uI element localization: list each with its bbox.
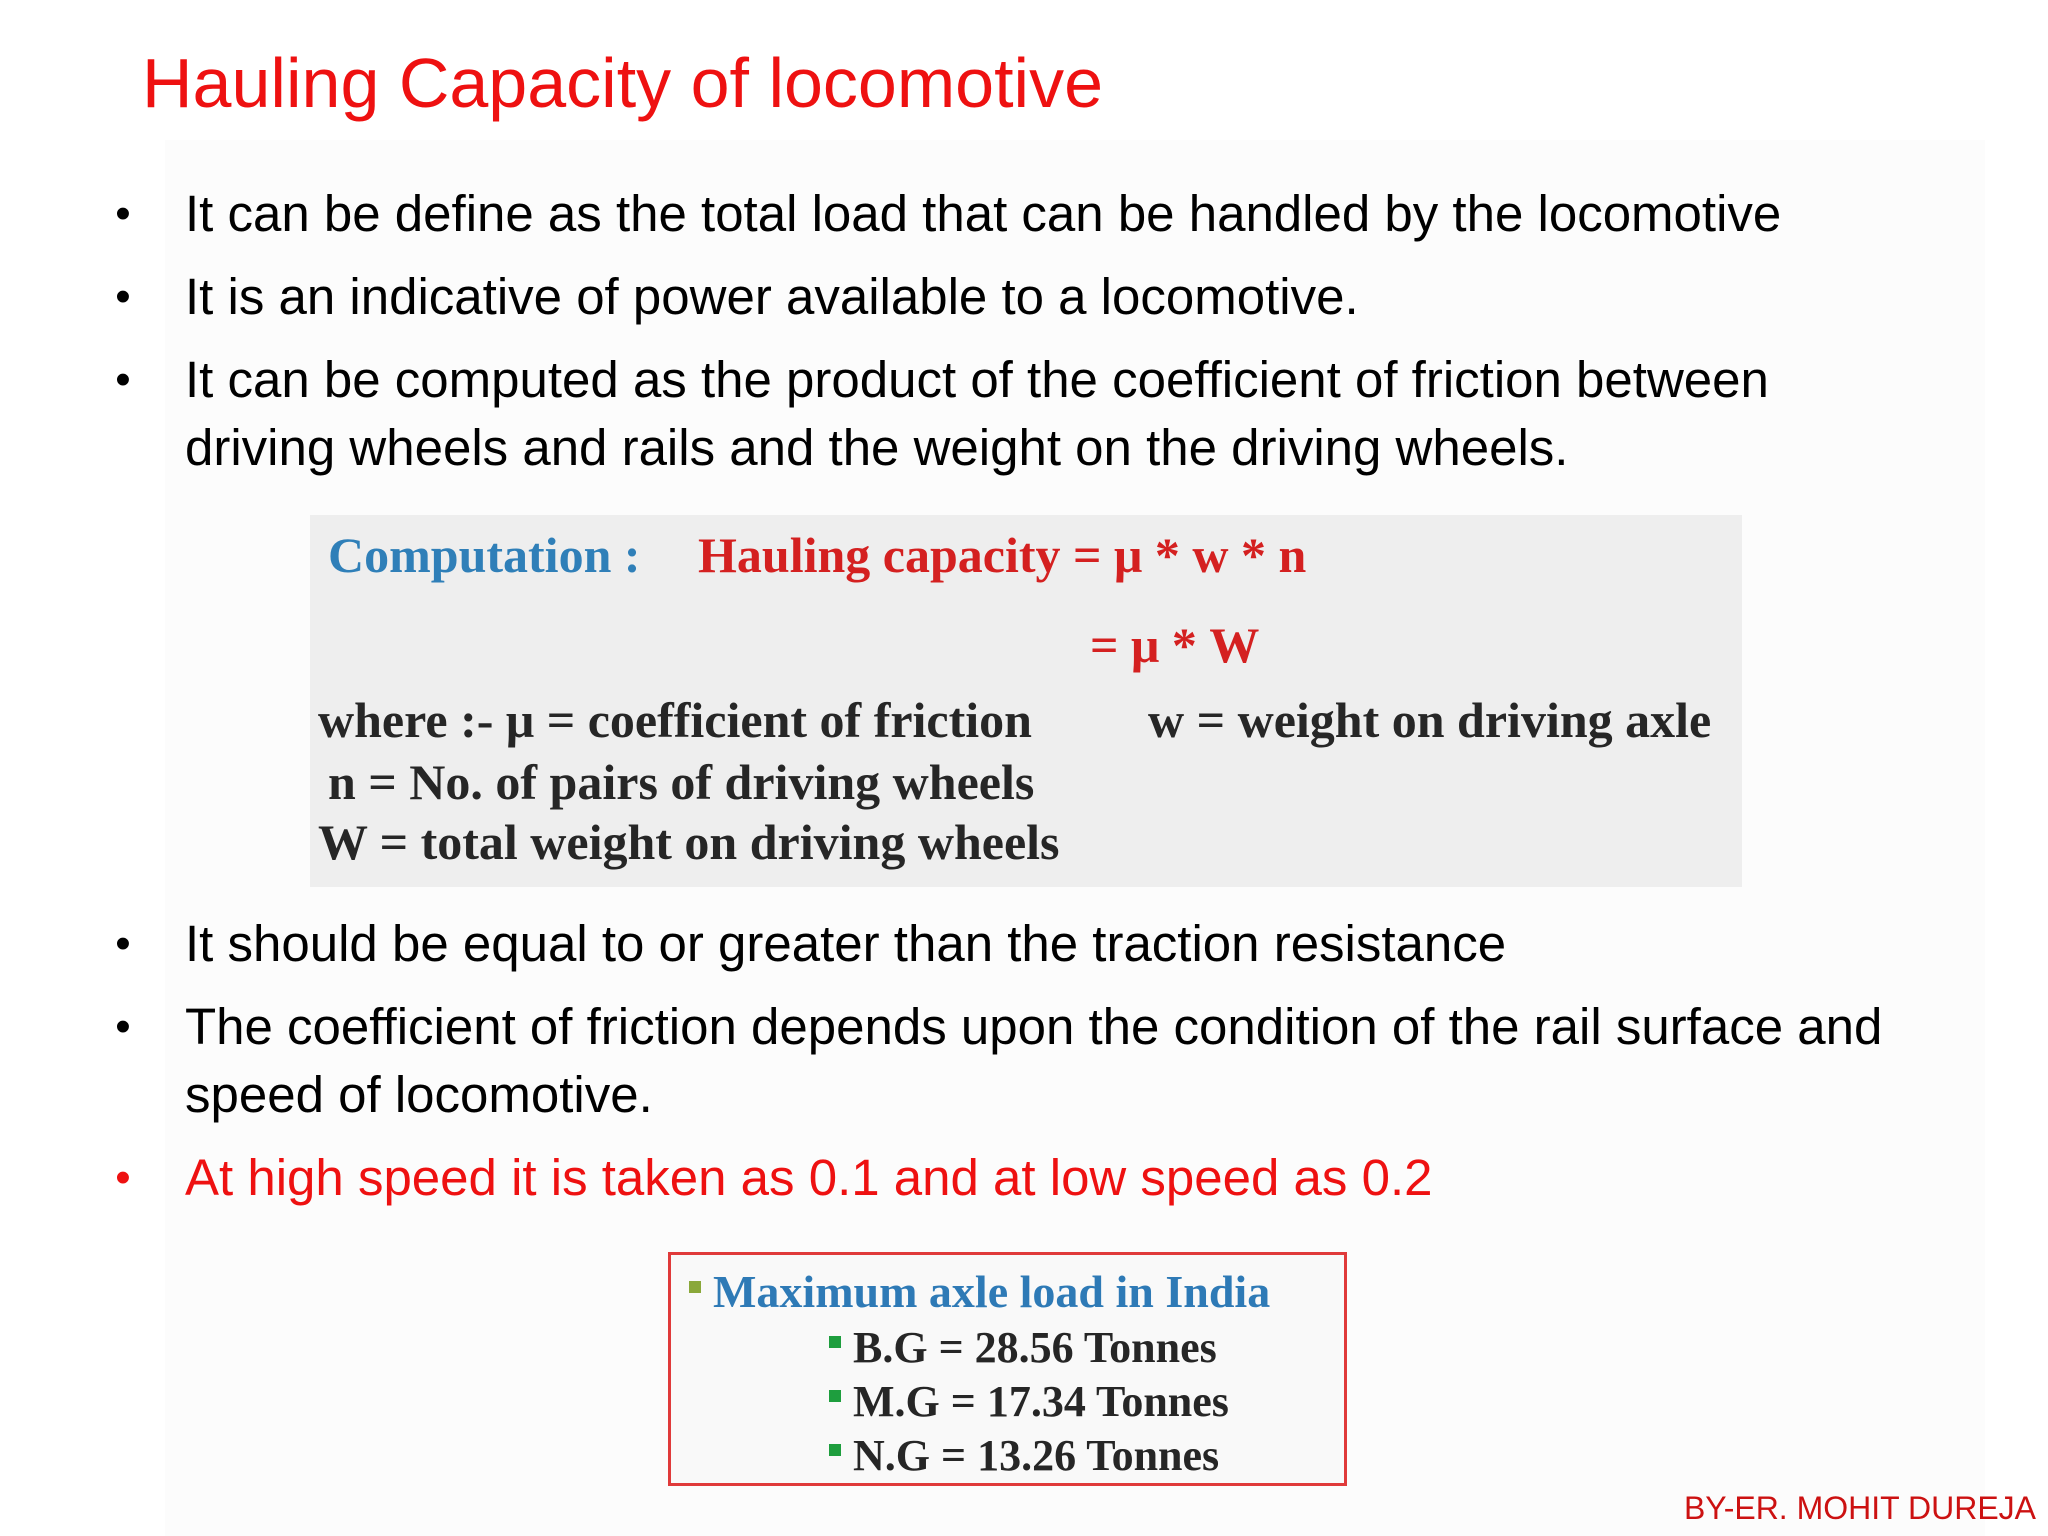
axle-load-item [829, 1375, 1229, 1429]
square-bullet-icon [829, 1390, 841, 1402]
bullet-dot-icon: • [115, 1002, 131, 1051]
bullet-text: The coefficient of friction depends upon the condition of the rail surface and speed of locomotive. [185, 998, 1883, 1123]
author-credit: BY-ER. MOHIT DUREJA [1683, 1490, 2036, 1526]
W-definition: W = total weight on driving wheels [318, 814, 1060, 870]
computation-label: Computation : [328, 527, 641, 583]
bullet-dot-icon: • [115, 355, 131, 404]
axle-load-heading-text: Maximum axle load in India [713, 1266, 1271, 1317]
bullet-text: It should be equal to or greater than the traction resistance [185, 915, 1507, 972]
bullet-item [108, 263, 1888, 331]
axle-load-heading [689, 1265, 1270, 1319]
hauling-capacity-formula-simplified: = μ * W [1090, 617, 1260, 673]
bullet-text: At high speed it is taken as 0.1 and at low speed as 0.2 [185, 1149, 1433, 1206]
axle-load-item [829, 1321, 1217, 1375]
bullet-dot-icon: • [115, 1153, 131, 1202]
square-bullet-icon [829, 1444, 841, 1456]
bullet-dot-icon: • [115, 189, 131, 238]
bullet-dot-icon: • [115, 919, 131, 968]
computation-box [310, 515, 1742, 887]
hauling-capacity-formula: Hauling capacity = μ * w * n [698, 527, 1307, 583]
bullet-item [108, 910, 1888, 978]
bullet-text: It can be computed as the product of the coefficient of friction between driving wheels and rails and the weight on the driving wheels. [185, 351, 1769, 476]
bullet-list-bottom [108, 910, 1888, 1227]
axle-load-item-text: M.G = 17.34 Tonnes [853, 1377, 1229, 1426]
bullet-text: It can be define as the total load that can be handled by the locomotive [185, 185, 1782, 242]
bullet-item-highlight [108, 1144, 1888, 1212]
bullet-dot-icon: • [115, 272, 131, 321]
slide-title: Hauling Capacity of locomotive [142, 44, 1104, 122]
axle-load-item-text: B.G = 28.56 Tonnes [853, 1323, 1217, 1372]
w-definition: w = weight on driving axle [1148, 692, 1712, 748]
bullet-item [108, 180, 1888, 248]
mu-definition: where :- μ = coefficient of friction [318, 692, 1032, 748]
axle-load-box [668, 1252, 1347, 1486]
axle-load-item-text: N.G = 13.26 Tonnes [853, 1431, 1220, 1480]
n-definition: n = No. of pairs of driving wheels [328, 754, 1035, 810]
axle-load-item [829, 1429, 1219, 1483]
bullet-text: It is an indicative of power available to a locomotive. [185, 268, 1359, 325]
bullet-list-top [108, 180, 1888, 497]
square-bullet-icon [689, 1281, 701, 1293]
bullet-item [108, 993, 1888, 1129]
bullet-item [108, 346, 1888, 482]
square-bullet-icon [829, 1336, 841, 1348]
